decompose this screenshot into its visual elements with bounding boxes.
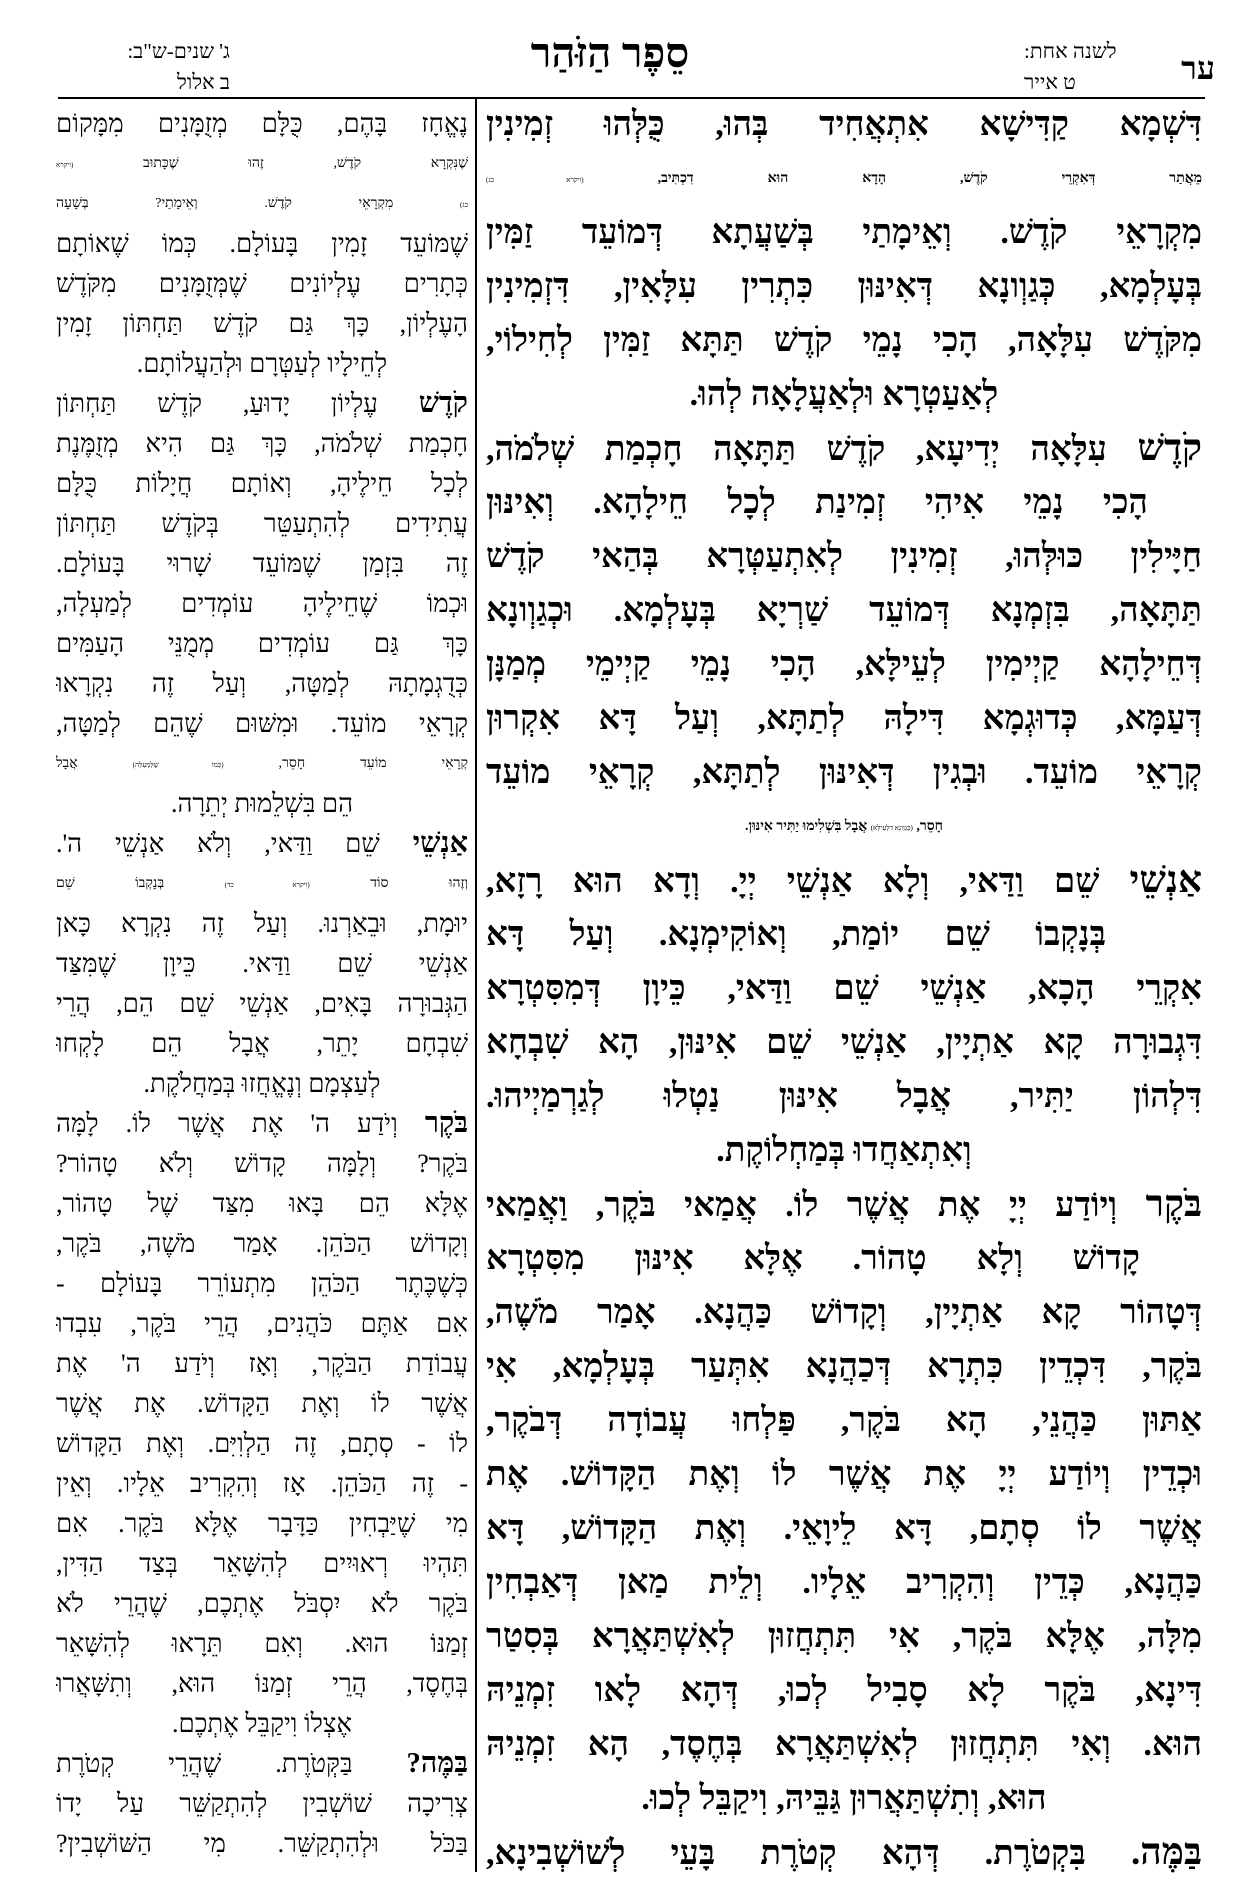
aramaic-text-line	[486, 1826, 1202, 1880]
aramaic-text-line	[486, 692, 1202, 746]
scripture-reference: (כְּגַוְונָא דִלְעֵילָּא)	[870, 824, 913, 832]
aramaic-text-line	[486, 746, 1202, 800]
translation-text-line	[56, 1424, 468, 1464]
line-text: אֲבָל בִּשְׁלִימוּ יַתִּיר אִינּוּן.	[745, 819, 868, 834]
line-text: הֵם בִּשְׁלֵמוּת יְתֵרָה.	[170, 789, 354, 818]
translation-text-line	[56, 504, 468, 544]
page-number: ער	[1181, 50, 1215, 86]
translation-text-line	[56, 864, 468, 904]
line-text: כְּתָרִים עֶלְיוֹנִים שֶׁמְּזֻמָּנִים מִקֹּדֶשׁ	[56, 269, 468, 298]
translation-text-line	[56, 144, 468, 184]
one-year-study-schedule	[1024, 36, 1142, 98]
line-text: עֶלְיוֹן יָדוּעַ, קֹדֶשׁ תַּחְתּוֹן	[56, 389, 378, 418]
line-text: כָּךְ גַּם עוֹמְדִים מְמֻנֵּי הָעַמִּים	[56, 629, 468, 658]
line-text: מִקְרָאֵי קֹדֶשׁ. וְאֵימָתַי בְּשַׁעֲתָא דְּמוֹעֵד זַמִּין	[486, 214, 1202, 251]
line-text: תַּתָּאָה, בִּזְמְנָא דְּמוֹעֵד שַׁרְיָא בְּעָלְמָא. וּכְגַוְונָא	[486, 592, 1202, 629]
aramaic-text-line	[486, 584, 1202, 638]
paragraph-opening-word: אַנְשֵׁי	[1129, 860, 1202, 901]
three-year-schedule-date: ב אלול	[177, 70, 230, 94]
translation-text-line	[56, 104, 468, 144]
translation-text-line	[56, 304, 468, 344]
translation-text-line	[56, 1584, 468, 1624]
translation-text-line	[56, 1664, 468, 1704]
translation-text-line	[56, 1624, 468, 1664]
line-text: אַתּוּן כַּהֲנֵי, הָא בֹּקֶר, פַּלְחוּ עֲבוֹדָה דְּבֹקֶר,	[486, 1402, 1202, 1439]
line-text: שֶׁמּוֹעֵד זָמִין בָּעוֹלָם. כְּמוֹ שֶׁאוֹתָם	[56, 229, 468, 258]
translation-text-line	[56, 1784, 468, 1824]
translation-text-line	[56, 664, 468, 704]
translation-text-line	[56, 944, 468, 984]
translation-text-line	[56, 704, 468, 744]
line-text: בֹּקֶר, דִּכְדֵין כִּתְרָא דְּכַהֲנָא אִתְּעַר בְּעָלְמָא, אִי	[486, 1348, 1202, 1385]
translation-text-line	[56, 904, 468, 944]
paragraph-opening-word: קֹדֶשׁ	[1137, 428, 1202, 469]
aramaic-text-line	[486, 1502, 1202, 1556]
translation-text-line	[56, 344, 468, 384]
translation-text-line	[56, 1184, 468, 1224]
aramaic-text-line	[486, 1610, 1202, 1664]
line-text: לְכָל חֵילֶיהָ, וְאוֹתָם חֲיָלוֹת כֻּלָּם	[56, 469, 468, 498]
line-text: קָדוֹשׁ וְלָא טָהוֹר. אֶלָּא אִינּוּן מִסִּטְרָא	[486, 1240, 1140, 1277]
line-text: וְזֶהוּ סוֹד	[370, 876, 468, 891]
line-text: עִלָּאָה יְדִיעָא, קֹדֶשׁ תַּתָּאָה חָכְמַת שְׁלֹמֹה,	[486, 431, 1107, 468]
line-text: לְאַעַטְרָא וּלְאַעֲלָאָה לְהוּ.	[689, 376, 999, 413]
translation-text-line	[56, 464, 468, 504]
paragraph-opening-word: בַּמֶּה.	[1130, 1832, 1202, 1873]
aramaic-text-line	[486, 476, 1202, 530]
aramaic-text-line	[486, 638, 1202, 692]
translation-text-line	[56, 1024, 468, 1064]
translation-text-line	[56, 1384, 468, 1424]
scripture-reference: כג)	[459, 201, 468, 209]
translation-text-line	[56, 424, 468, 464]
translation-text-line	[56, 744, 468, 784]
aramaic-text-line	[486, 1394, 1202, 1448]
line-text: כְּדֻגְמָתָהּ לְמַטָּה, וְעַל זֶה נִקְרָאוּ	[56, 669, 468, 698]
line-text: לְחֵילָיו לְעַטְּרָם וּלְהַעֲלוֹתָם.	[136, 349, 388, 378]
translation-text-line	[56, 1144, 468, 1184]
translation-text-line	[56, 1224, 468, 1264]
line-text: מִקֹּדֶשׁ עִלָּאָה, הָכִי נָמֵי קֹדֶשׁ תַּתָּא זַמִּין לְחִילוֹי,	[486, 322, 1202, 359]
paragraph-opening-word: אַנְשֵׁי	[412, 828, 468, 859]
line-text: הוּא, וְתִשְׁתַּאֲרוּן גַּבֵּיהּ, וִיקַבֵּל לְכוּ.	[641, 1780, 1047, 1817]
line-text: כַּהֲנָא, כְּדֵין וְהִקְרִיב אֵלָיו. וְלֵית מַאן דְּאַבְחִין	[486, 1564, 1202, 1601]
line-text: לְעַצְמָם וְנֶאֱחֲזוּ בְּמַחֲלֹקֶת.	[143, 1069, 381, 1098]
line-text: וְיֹדַע ה' אֶת אֲשֶׁר לוֹ. לָמָּה	[56, 1109, 398, 1138]
aramaic-text-line	[486, 1016, 1202, 1070]
line-text: הוּא. וְאִי תִּתְחֲזוּן לְאִשְׁתַּאֲרָא בְּחֶסֶד, הָא זִמְנֵיהּ	[486, 1726, 1202, 1763]
aramaic-text-line	[486, 1232, 1202, 1286]
aramaic-text-line	[486, 1664, 1202, 1718]
scripture-reference: (ויקרא	[56, 161, 74, 169]
line-text: זְמַנּוֹ הוּא. וְאִם תֵּרָאוּ לְהִשָּׁאֵר	[56, 1629, 468, 1658]
column-divider-line	[475, 97, 477, 1872]
paragraph-opening-word: בַּמֶּה?	[406, 1748, 468, 1779]
line-text: בַּכֹּל וּלְהִתְקַשֵּׁר. מִי הַשּׁוֹשְׁבִין?	[56, 1829, 468, 1858]
line-text: בְּנָקְבוֹ שֵׁם	[56, 876, 165, 891]
line-text: בַּקְּטֹרֶת. שֶׁהֲרֵי קְטֹרֶת	[56, 1749, 353, 1778]
line-text: אֶצְלוֹ וִיקַבֵּל אֶתְכֶם.	[171, 1709, 352, 1738]
book-title: סֵפֶר הַזֹּהַר	[530, 31, 690, 77]
line-text: בְּעָלְמָא, כְּגַוְונָא דְּאִינּוּן כִּתְרִין עִלָּאִין, דִּזְמִינִין	[486, 268, 1202, 305]
translation-text-line	[56, 1704, 468, 1744]
line-text: מִי שֶׁיַּבְחִין כַּדָּבָר אֶלָּא בֹּקֶר. אִם	[56, 1509, 468, 1538]
line-text: חַיָּילִין כּוּלְּהוּ, זְמִינִין לְאִתְעַטְּרָא בְּהַאי קֹדֶשׁ	[486, 538, 1202, 575]
line-text: וּכְמוֹ שֶׁחֵילֶיהָ עוֹמְדִים לְמַעְלָה,	[56, 589, 468, 618]
line-text: אֶלָּא הֵם בָּאוּ מִצַּד שֶׁל טָהוֹר,	[56, 1189, 468, 1218]
aramaic-text-line	[486, 260, 1202, 314]
line-text: קְרָאֵי מוֹעֵד חָסֵר,	[278, 756, 468, 771]
aramaic-text-line	[486, 1070, 1202, 1124]
aramaic-text-line	[486, 314, 1202, 368]
aramaic-text-line	[486, 206, 1202, 260]
line-text: אַנְשֵׁי שֵׁם וַדַּאי. כֵּיוָן שֶׁמִּצַּד	[56, 949, 468, 978]
translation-text-line	[56, 584, 468, 624]
line-text: לוֹ - סְתָם, זֶה הַלְוִיִּם. וְאֶת הַקָּדוֹשׁ	[56, 1429, 468, 1458]
translation-text-line	[56, 984, 468, 1024]
line-text: יוּמָת, וּבֵאַרְנוּ. וְעַל זֶה נִקְרָא כָּאן	[56, 909, 468, 938]
translation-text-line	[56, 184, 468, 224]
line-text: מִקְרָאֵי קֹדֶשׁ. וְאֵימָתַי? בְּשָׁעָה	[56, 196, 394, 211]
line-text: דְּעַמָּא, כְּדוּגְמָא דִּילָהּ לְתַתָּא, וְעַל דָּא אִקְרוּן	[486, 700, 1202, 737]
line-text: וְקָדוֹשׁ הַכֹּהֵן. אָמַר מֹשֶׁה, בֹּקֶר,	[56, 1229, 468, 1258]
line-text: - זֶה הַכֹּהֵן. אָז וְהִקְרִיב אֵלָיו. וְאֵין	[56, 1469, 468, 1498]
line-text: דִּלְהוֹן יַתִּיר, אֲבָל אִינּוּן נַטְלוּ לְגַרְמַיְיהוּ.	[486, 1078, 1202, 1115]
aramaic-text-line	[486, 1340, 1202, 1394]
translation-text-line	[56, 1824, 468, 1864]
aramaic-text-line	[486, 800, 1202, 854]
line-text: זֶה בִּזְמַן שֶׁמּוֹעֵד שָׁרוּי בָּעוֹלָם.	[56, 549, 468, 578]
line-text: בִּקְטֹרֶת. דְּהָא קְטֹרֶת בָּעֵי לְשׁוֹשְׁבִינָא,	[486, 1835, 1086, 1872]
aramaic-text-line	[486, 98, 1202, 152]
line-text: הָכִי נָמֵי אִיהִי זְמִינַת לְכָל חֵילָהָא. וְאִינּוּן	[486, 484, 1148, 521]
paragraph-opening-word: קֹדֶשׁ	[418, 388, 468, 419]
aramaic-text-line	[486, 1556, 1202, 1610]
line-text: הָעֶלְיוֹן, כָּךְ גַּם קֹדֶשׁ תַּחְתּוֹן זָמִין	[56, 309, 468, 338]
hebrew-translation-column	[56, 104, 468, 1864]
line-text: תִּהְיוּ רְאוּיִים לְהִשָּׁאֵר בְּצַד הַדִּין,	[56, 1549, 468, 1578]
line-text: וְאִתְאַחֲדוּ בְּמַחְלוֹקֶת.	[716, 1132, 972, 1169]
translation-text-line	[56, 1504, 468, 1544]
translation-text-line	[56, 784, 468, 824]
translation-text-line	[56, 1264, 468, 1304]
translation-text-line	[56, 544, 468, 584]
line-text: דִּינָא, בֹּקֶר לָא סָבִיל לְכוּ, דְּהָא לָאו זִמְנֵיהּ	[486, 1672, 1202, 1709]
line-text: דְּטָהוֹר קָא אַתְיָין, וְקָדוֹשׁ כַּהֲנָא. אָמַר מֹשֶׁה,	[486, 1294, 1202, 1331]
line-text: עֲבוֹדַת הַבֹּקֶר, וְאָז וְיֹדַע ה' אֶת	[56, 1349, 468, 1378]
aramaic-text-column	[486, 98, 1202, 1880]
line-text: הַגְּבוּרָה בָּאִים, אַנְשֵׁי שֵׁם הֵם, הֲרֵי	[56, 989, 468, 1018]
aramaic-text-line	[486, 1124, 1202, 1178]
aramaic-text-line	[486, 530, 1202, 584]
line-text: חָסֵר,	[916, 819, 943, 834]
translation-text-line	[56, 1464, 468, 1504]
line-text: בֹּקֶר לֹא יִסְבֹּל אֶתְכֶם, שֶׁהֲרֵי לֹא	[56, 1589, 468, 1618]
line-text: אִם אַתֶּם כֹּהֲנִים, הֲרֵי בֹּקֶר, עִבְדוּ	[56, 1309, 468, 1338]
line-text: צְרִיכָה שׁוֹשְׁבִין לְהִתְקַשֵּׁר עַל יָדוֹ	[56, 1789, 468, 1818]
translation-text-line	[56, 224, 468, 264]
three-year-study-schedule	[64, 36, 230, 98]
line-text: שִׁבְחָם יָתֵר, אֲבָל הֵם לָקְחוּ	[56, 1029, 468, 1058]
scripture-reference: (כְּמוֹ שֶׁלְּמַעְלָה)	[132, 761, 224, 769]
aramaic-text-line	[486, 422, 1202, 476]
line-text: אֲשֶׁר לוֹ וְאֶת הַקָּדוֹשׁ. אֶת אֲשֶׁר	[56, 1389, 468, 1418]
line-text: דְּחֵילָהָא קַיְימִין לְעֵילָּא, הָכִי נָמֵי קַיְימֵי מְמַנָּן	[486, 646, 1202, 683]
translation-text-line	[56, 1104, 468, 1144]
three-year-schedule-label: ג' שנים-ש"ב:	[127, 39, 230, 63]
line-text: בְּנָקְבוֹ שֵׁם יוֹמַת, וְאוֹקִימְנָא. וְעַל דָּא	[486, 916, 1106, 953]
line-text: אִקְרֵי הָכָא, אַנְשֵׁי שֵׁם וַדַּאי, כֵּיוָן דְּמִסִּטְרָא	[486, 970, 1202, 1007]
line-text: דִּשְׁמָא קַדִּישָׁא אִתְאֲחִיד בְּהוּ, כֻּלְּהוּ זְמִינִין	[486, 106, 1202, 143]
translation-text-line	[56, 264, 468, 304]
line-text: כְּשֶׁכֶּתֶר הַכֹּהֵן מִתְעוֹרֵר בָּעוֹלָם -	[56, 1269, 468, 1298]
translation-text-line	[56, 824, 468, 864]
aramaic-text-line	[486, 854, 1202, 908]
line-text: שֵׁם וַדַּאי, וְלָא אַנְשֵׁי יְיָ. וְדָא הוּא רָזָא,	[486, 863, 1100, 900]
line-text: וְיוֹדַע יְיָ אֶת אֲשֶׁר לוֹ. אֲמַאי בֹּקֶר, וַאֲמַאי	[486, 1187, 1118, 1224]
line-text: מֵאֲתַר דְּאִקְרֵי קֹדֶשׁ, הָדָא הוּא דִכְתִּיב,	[657, 171, 1202, 186]
line-text: וּכְדֵין וְיוֹדַע יְיָ אֶת אֲשֶׁר לוֹ וְאֶת הַקָּדוֹשׁ. אֶת	[486, 1456, 1202, 1493]
line-text: בֹּקֶר? וְלָמָּה קָדוֹשׁ וְלֹא טָהוֹר?	[56, 1149, 468, 1178]
one-year-schedule-date: ט אייר	[1024, 70, 1076, 94]
line-text: שֶׁנִּקְרָא קֹדֶשׁ, זֶהוּ שֶׁכָּתוּב	[143, 156, 468, 171]
scripture-reference: (ויקרא כג)	[486, 176, 584, 184]
line-text: אֲבָל	[56, 756, 78, 771]
translation-text-line	[56, 1304, 468, 1344]
paragraph-opening-word: בֹּקֶר	[424, 1108, 468, 1139]
translation-text-line	[56, 624, 468, 664]
translation-text-line	[56, 1064, 468, 1104]
aramaic-text-line	[486, 1178, 1202, 1232]
line-text: דִּגְבוּרָה קָא אַתְיָין, אַנְשֵׁי שֵׁם אִינּוּן, הָא שִׁבְחָא	[486, 1024, 1202, 1061]
aramaic-text-line	[486, 1448, 1202, 1502]
aramaic-text-line	[486, 962, 1202, 1016]
translation-text-line	[56, 1544, 468, 1584]
aramaic-text-line	[486, 1718, 1202, 1772]
line-text: קְרָאֵי מוֹעֵד. וּבְגִין דְּאִינּוּן לְתַתָּא, קְרָאֵי מוֹעֵד	[486, 754, 1202, 791]
translation-text-line	[56, 1744, 468, 1784]
paragraph-opening-word: בֹּקֶר	[1145, 1184, 1202, 1225]
line-text: קְרָאֵי מוֹעֵד. וּמִשּׁוּם שֶׁהֵם לְמַטָּה,	[56, 709, 468, 738]
line-text: בְּחֶסֶד, הֲרֵי זְמַנּוֹ הוּא, וְתִשָּׁאֲרוּ	[56, 1669, 468, 1698]
line-text: עֲתִידִים לְהִתְעַטֵּר בְּקֹדֶשׁ תַּחְתּוֹן	[56, 509, 468, 538]
line-text: שֵׁם וַדַּאי, וְלֹא אַנְשֵׁי ה'.	[56, 829, 380, 858]
aramaic-text-line	[486, 152, 1202, 206]
line-text: חָכְמַת שְׁלֹמֹה, כָּךְ גַּם הִיא מְזֻמֶּנֶת	[56, 429, 468, 458]
aramaic-text-line	[486, 1286, 1202, 1340]
scripture-reference: (ויקרא כד)	[224, 881, 310, 889]
translation-text-line	[56, 1344, 468, 1384]
aramaic-text-line	[486, 368, 1202, 422]
aramaic-text-line	[486, 1772, 1202, 1826]
one-year-schedule-label: לשנה אחת:	[1024, 39, 1117, 63]
line-text: אֲשֶׁר לוֹ סְתָם, דָּא לֵיוָאֵי. וְאֶת הַקָּדוֹשׁ, דָּא	[486, 1510, 1202, 1547]
line-text: נֶאֱחָז בָּהֶם, כֻּלָּם מְזֻמָּנִים מִמָּקוֹם	[56, 109, 468, 138]
translation-text-line	[56, 384, 468, 424]
aramaic-text-line	[486, 908, 1202, 962]
line-text: מִלָּה, אֶלָּא בֹּקֶר, אִי תִּתְחֲזוּן לְאִשְׁתַּאֲרָא בְּסִטַר	[486, 1618, 1202, 1655]
